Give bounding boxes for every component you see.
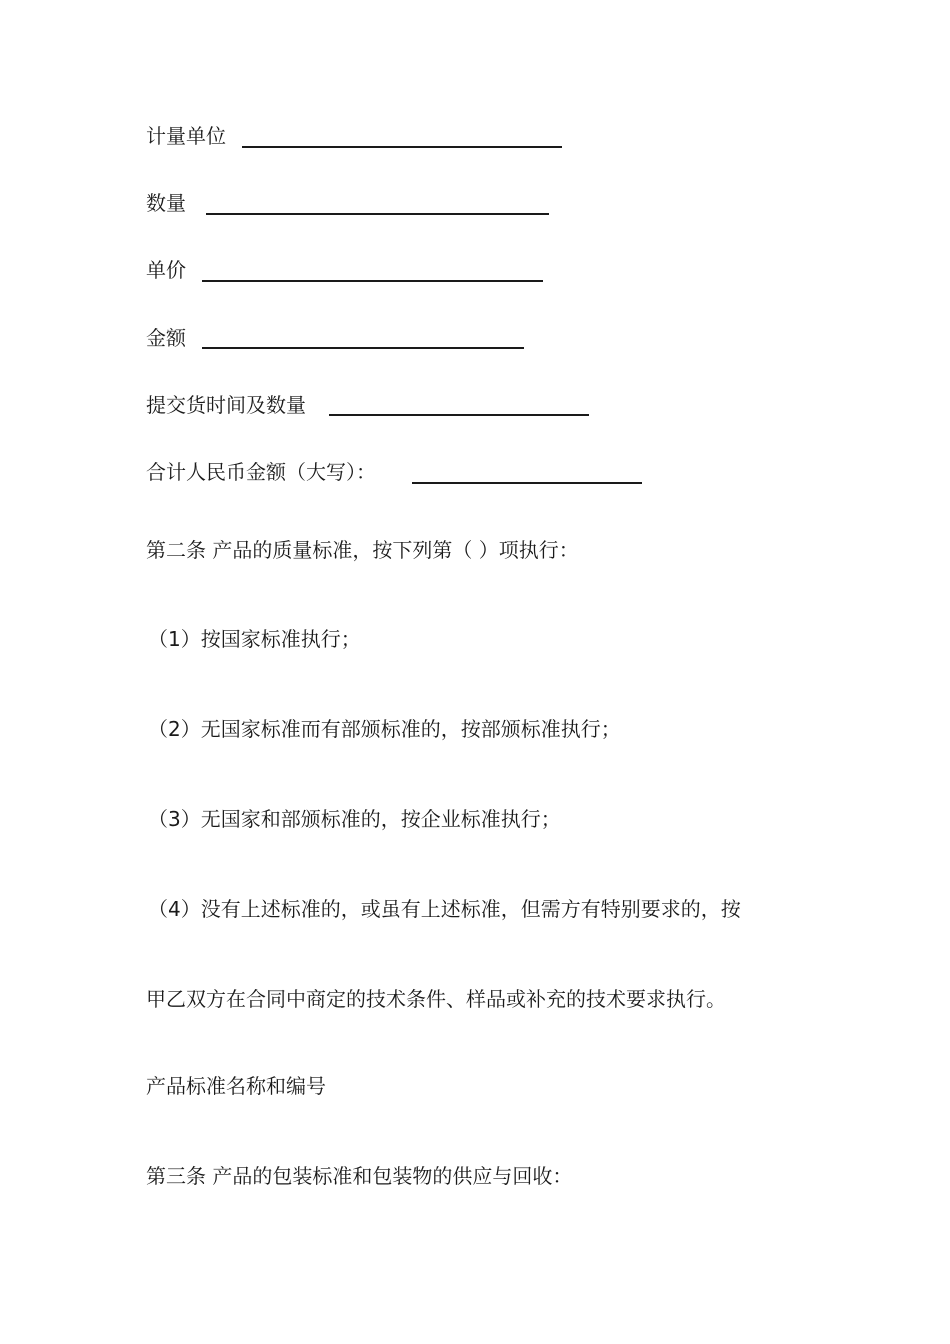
delivery-time-blank — [329, 414, 589, 416]
article2-continuation: 甲乙双方在合同中商定的技术条件、样品或补充的技术要求执行。 — [146, 987, 726, 1011]
field-label-amount: 金额 — [146, 326, 186, 350]
unit-blank — [242, 146, 562, 148]
article3-heading: 第三条 产品的包装标准和包装物的供应与回收： — [146, 1164, 573, 1188]
amount-blank — [202, 347, 524, 349]
field-label-total-rmb: 合计人民币金额（大写）： — [146, 460, 376, 484]
article2-item-3: （3）无国家和部颁标准的，按企业标准执行； — [148, 807, 561, 831]
unit-price-blank — [202, 280, 543, 282]
quantity-blank — [206, 213, 549, 215]
field-label-quantity: 数量 — [146, 191, 186, 215]
article2-item-1: （1）按国家标准执行； — [148, 627, 361, 651]
field-label-delivery-time: 提交货时间及数量 — [146, 393, 306, 417]
article2-heading: 第二条 产品的质量标准，按下列第（ ）项执行： — [146, 538, 579, 562]
article2-item-4: （4）没有上述标准的，或虽有上述标准，但需方有特别要求的，按 — [148, 897, 741, 921]
total-rmb-blank — [412, 482, 642, 484]
field-label-unit-price: 单价 — [146, 258, 186, 282]
article2-item-2: （2）无国家标准而有部颁标准的，按部颁标准执行； — [148, 717, 621, 741]
product-standard-label: 产品标准名称和编号 — [146, 1074, 326, 1098]
field-label-unit: 计量单位 — [146, 124, 226, 148]
